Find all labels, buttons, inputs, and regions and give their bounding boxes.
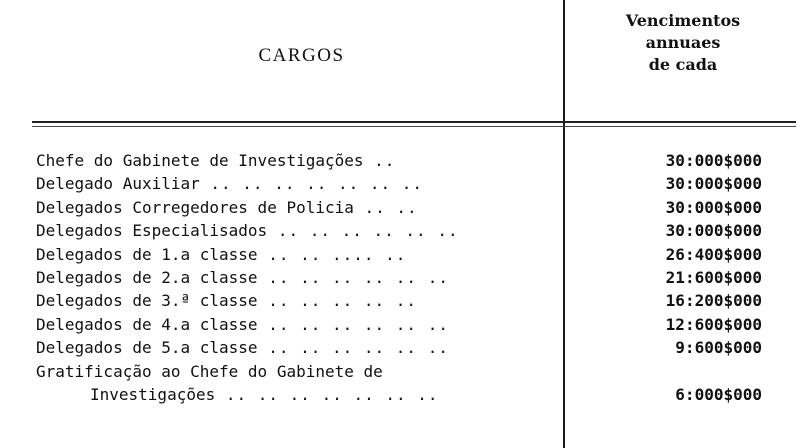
table-row: [0, 313, 800, 336]
cargo-cell: Delegados Corregedores de Policia .. ..: [36, 197, 418, 217]
valor-cell: 30:000$000: [665, 151, 762, 170]
table-row: [0, 172, 800, 195]
cargo-cell: Investigações .. .. .. .. .. .. ..: [90, 384, 439, 404]
cargo-cell: Delegados de 2.a classe .. .. .. .. .. ..: [36, 267, 449, 287]
cargos-header-cell: [0, 0, 563, 118]
salary-table-body: [0, 149, 800, 406]
cargo-cell: Delegado Auxiliar .. .. .. .. .. .. ..: [36, 174, 424, 194]
valor-cell: 26:400$000: [665, 244, 762, 264]
vencimentos-header: [566, 10, 800, 76]
cargo-cell: Delegados de 4.a classe .. .. .. .. .. ..: [36, 314, 449, 334]
cargo-cell: Chefe do Gabinete de Investigações ..: [36, 151, 396, 170]
cargo-cell: Delegados de 1.a classe .. .. .... ..: [36, 244, 407, 264]
cargo-cell: Delegados de 3.ª classe .. .. .. .. ..: [36, 291, 418, 311]
table-row: [0, 289, 800, 312]
vencimentos-header-line-1: Vencimentos: [625, 11, 741, 30]
valor-cell: 30:000$000: [665, 197, 762, 217]
cargo-cell: Delegados de 5.a classe .. .. .. .. .. ..: [36, 338, 449, 358]
table-row: [0, 383, 800, 406]
cargo-cell: Gratificação ao Chefe do Gabinete de: [36, 361, 383, 381]
cargos-header: CARGOS: [258, 45, 345, 66]
table-row: [0, 196, 800, 219]
valor-cell: 30:000$000: [665, 174, 762, 194]
table-row: [0, 336, 800, 359]
table-row: [0, 243, 800, 266]
table-row: [0, 219, 800, 242]
cargo-cell: Delegados Especialisados .. .. .. .. .. ..: [36, 221, 459, 241]
table-row: [0, 266, 800, 289]
table-row: [0, 360, 800, 383]
valor-cell: 6:000$000: [675, 384, 762, 404]
valor-cell: 21:600$000: [665, 267, 762, 287]
table-row: [0, 149, 800, 172]
vencimentos-header-line-2: annuaes: [645, 33, 721, 52]
vencimentos-header-line-3: de cada: [648, 55, 718, 74]
valor-cell: 16:200$000: [665, 291, 762, 311]
header-rule-bottom: [32, 126, 796, 127]
valor-cell: 9:600$000: [675, 338, 762, 358]
header-rule-top: [32, 121, 796, 123]
valor-cell: 12:600$000: [665, 314, 762, 334]
valor-cell: 30:000$000: [665, 221, 762, 241]
